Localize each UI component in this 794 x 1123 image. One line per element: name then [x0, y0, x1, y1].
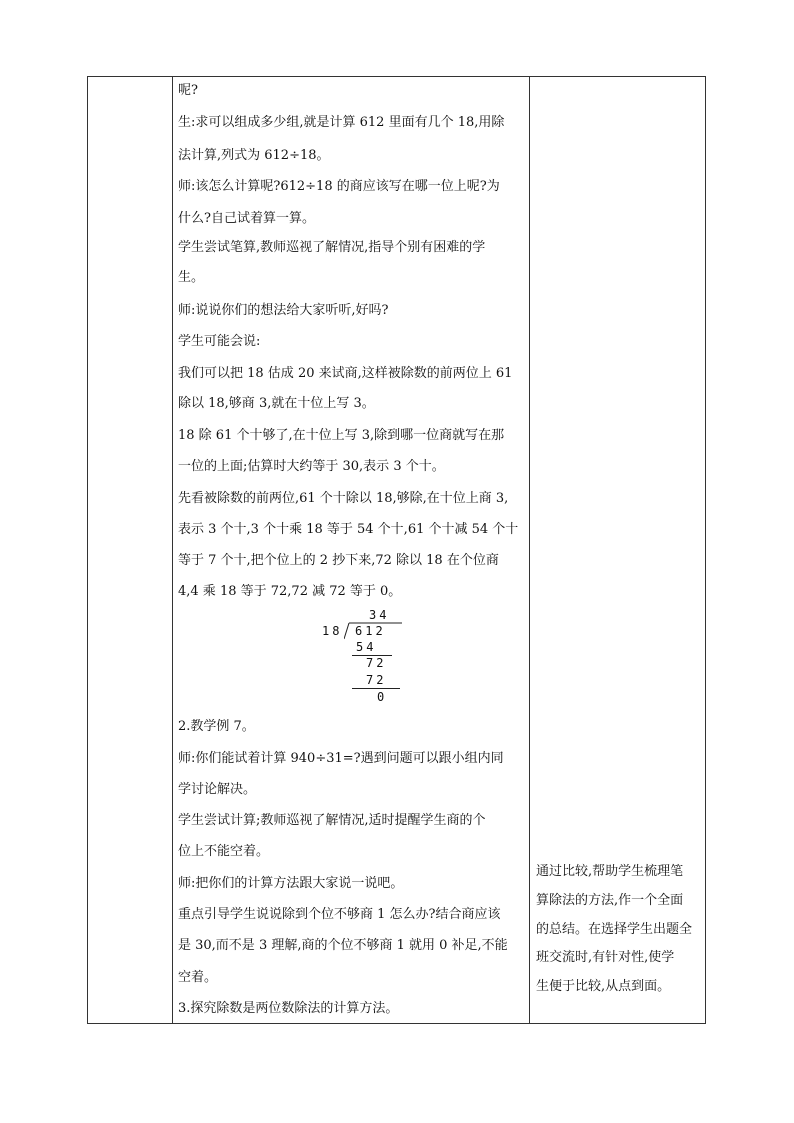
note-line: 算除法的方法,作一个全面 — [536, 893, 684, 908]
text-line: 先看被除数的前两位,61 个十除以 18,够除,在十位上商 3, — [178, 491, 509, 506]
text-line: 师:你们能试着计算 940÷31=?遇到问题可以跟小组内同 — [178, 751, 504, 766]
text-line: 我们可以把 18 估成 20 来试商,这样被除数的前两位上 61 — [178, 366, 513, 381]
partial-dividend: 72 — [366, 656, 387, 670]
text-line: 学生尝试笔算,教师巡视了解情况,指导个别有困难的学 — [178, 240, 486, 255]
text-line: 表示 3 个十,3 个十乘 18 等于 54 个十,61 个十减 54 个十 — [178, 522, 519, 537]
text-line: 重点引导学生说说除到个位不够商 1 怎么办?结合商应该 — [178, 907, 501, 922]
text-line: 法计算,列式为 612÷18。 — [178, 148, 330, 163]
text-line: 4,4 乘 18 等于 72,72 减 72 等于 0。 — [178, 584, 402, 599]
lesson-table — [87, 76, 706, 1024]
text-line: 师:该怎么计算呢?612÷18 的商应该写在哪一位上呢?为 — [178, 179, 500, 194]
divisor: 18 — [322, 624, 343, 638]
note-line: 生便于比较,从点到面。 — [536, 979, 671, 994]
text-line: 除以 18,够商 3,就在十位上写 3。 — [178, 396, 375, 411]
text-line: 生:求可以组成多少组,就是计算 612 里面有几个 18,用除 — [178, 115, 505, 130]
text-line: 一位的上面;估算时大约等于 30,表示 3 个十。 — [178, 459, 445, 474]
column-divider — [172, 77, 173, 1023]
text-line: 呢? — [178, 83, 198, 98]
quotient: 34 — [369, 608, 390, 622]
text-line: 是 30,而不是 3 理解,商的个位不够商 1 就用 0 补足,不能 — [178, 938, 508, 953]
text-line: 什么?自己试着算一算。 — [178, 211, 315, 226]
text-line: 学生尝试计算;教师巡视了解情况,适时提醒学生商的个 — [178, 813, 486, 828]
note-line: 班交流时,有针对性,使学 — [536, 950, 675, 965]
long-division-figure — [322, 609, 422, 719]
note-line: 的总结。在选择学生出题全 — [536, 922, 693, 937]
text-line: 生。 — [178, 270, 205, 285]
partial-product: 72 — [366, 673, 387, 687]
remainder: 0 — [377, 690, 388, 704]
text-line: 学生可能会说: — [178, 334, 261, 349]
partial-product: 54 — [356, 640, 377, 654]
text-line: 学讨论解决。 — [178, 782, 257, 797]
text-line: 等于 7 个十,把个位上的 2 抄下来,72 除以 18 在个位商 — [178, 553, 499, 568]
text-line: 2.教学例 7。 — [178, 719, 255, 734]
dividend: 612 — [355, 624, 386, 638]
text-line: 师:把你们的计算方法跟大家说一说吧。 — [178, 876, 404, 891]
subtraction-line — [352, 688, 400, 689]
note-line: 通过比较,帮助学生梳理笔 — [536, 864, 684, 879]
text-line: 位上不能空着。 — [178, 844, 270, 859]
text-line: 空着。 — [178, 970, 218, 985]
text-line: 18 除 61 个十够了,在十位上写 3,除到哪一位商就写在那 — [178, 428, 505, 443]
column-divider — [529, 77, 530, 1023]
text-line: 师:说说你们的想法给大家听听,好吗? — [178, 303, 389, 318]
text-line: 3.探究除数是两位数除法的计算方法。 — [178, 1001, 399, 1016]
